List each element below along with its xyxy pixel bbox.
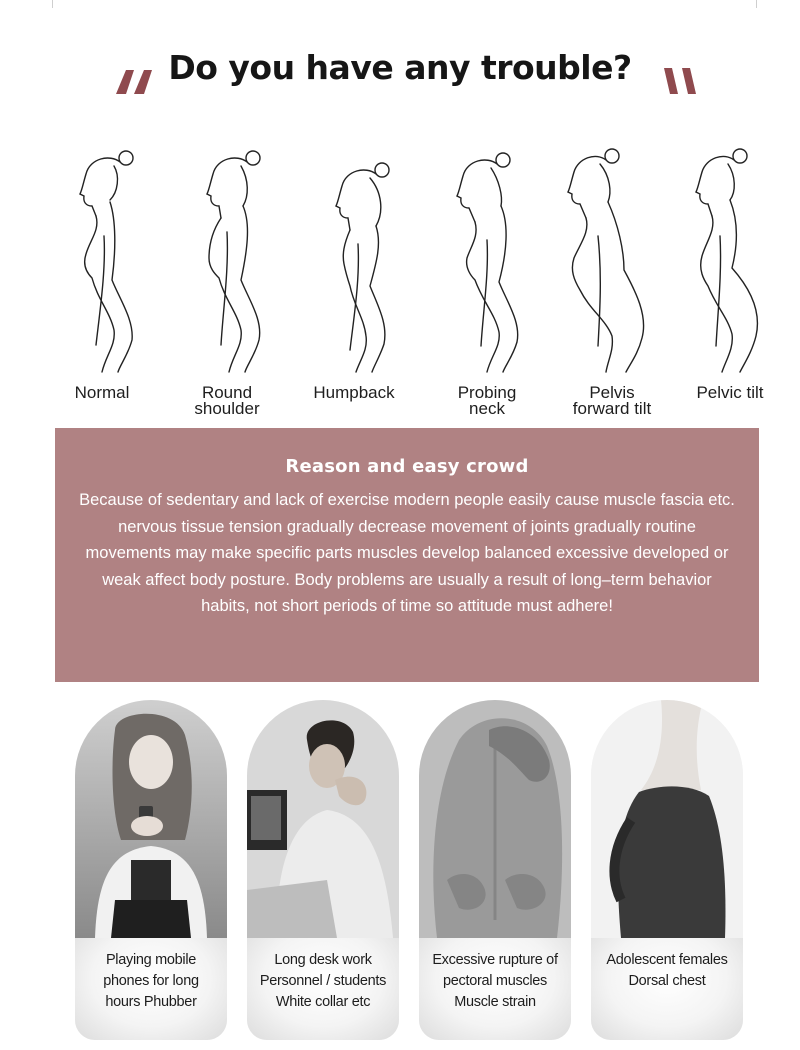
posture-probing-neck [425, 140, 549, 425]
figure-probing-neck-icon [425, 140, 549, 375]
page-title: Do you have any trouble? [168, 48, 632, 87]
posture-label: Pelvic tilt [696, 383, 764, 402]
posture-pelvis-forward-tilt [550, 140, 674, 425]
reason-text: Because of sedentary and lack of exercise modern people easily cause muscle fascia etc. nervous tissue tension gradually decrease movement of joints gradually routine movements may make specific parts muscles develop balanced excessive developed or weak affect body posture. Body problems are usually a result of long–term behavior habits, not short periods of time so attitude must adhere! [79, 491, 735, 616]
posture-label: Probing neck [457, 383, 517, 418]
crowd-caption: Playing mobile phones for long hours Phubber [103, 952, 199, 1010]
figure-pelvic-tilt-icon [668, 140, 792, 375]
reason-title: Reason and easy crowd [285, 456, 529, 477]
back-massage-photo [419, 700, 571, 938]
figure-humpback-icon [292, 140, 416, 375]
figure-round-shoulder-icon [165, 140, 289, 375]
headline [0, 42, 800, 102]
crowd-card-adolescent [591, 700, 743, 1040]
top-divider-right [756, 0, 757, 8]
crowd-card-muscle [419, 700, 571, 1040]
crowd-card-desk [247, 700, 399, 1040]
figure-pelvis-forward-tilt-icon [550, 140, 674, 375]
crowd-caption: Long desk work Personnel / students White collar etc [259, 952, 387, 1010]
woman-phone-photo [75, 700, 227, 938]
man-neck-pain-photo [247, 700, 399, 938]
posture-normal [40, 140, 164, 425]
posture-humpback [292, 140, 416, 425]
posture-label: Normal [74, 383, 130, 402]
posture-label: Humpback [313, 383, 395, 402]
posture-round-shoulder [165, 140, 289, 425]
crowd-caption: Excessive rupture of pectoral muscles Muscle strain [432, 952, 558, 1010]
crowd-card-phone [75, 700, 227, 1040]
reason-panel [55, 428, 759, 682]
top-divider-left [52, 0, 53, 8]
crowd-caption: Adolescent females Dorsal chest [606, 952, 728, 989]
female-posture-photo [591, 700, 743, 938]
posture-label: Pelvis forward tilt [572, 383, 652, 418]
close-quote-icon [656, 56, 704, 96]
crowd-row [75, 700, 765, 1045]
figure-normal-icon [40, 140, 164, 375]
posture-pelvic-tilt [668, 140, 792, 425]
posture-label: Round shoulder [194, 383, 260, 418]
posture-row [40, 140, 780, 425]
open-quote-icon [110, 56, 158, 96]
